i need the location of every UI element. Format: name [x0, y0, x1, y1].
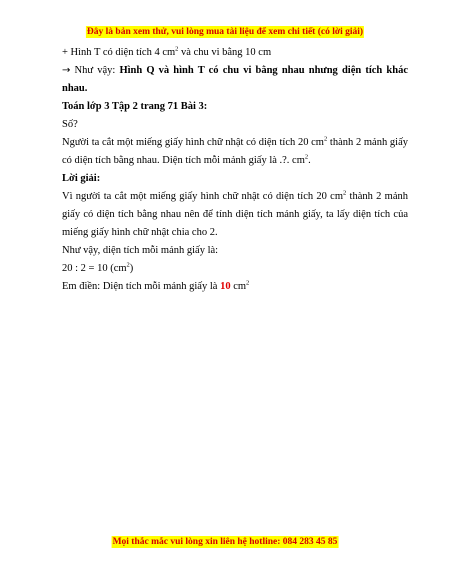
solution-text: Vì người ta cắt một miếng giấy hình chữ nhật có diện tích 20 $cm^2$ thành 2 mảnh giấy có diện tích bằng nhau nên để tính diện tích mảnh giấy, ta lấy diện tích của miếng giấy hình chữ nhật chia cho 2. [62, 189, 409, 238]
answer-line: Em điền: Diện tích mỗi mảnh giấy là 10 $cm^2$ [62, 279, 250, 292]
question-label: Số? [62, 119, 78, 130]
preview-notice-banner: Đây là bản xem thử, vui lòng mua tài liệu để xem chi tiết (có lời giải) [86, 27, 364, 37]
document-body [62, 44, 408, 296]
conclusion-paragraph: → Như vậy: Hình Q và hình T có chu vi bằng nhau nhưng diện tích khác nhau. [62, 65, 409, 94]
calculation: 20 : 2 = 10 $(cm^2)$ [62, 261, 134, 274]
answer-value: 10 [220, 281, 231, 292]
hotline-banner: Mọi thắc mắc vui lòng xin liên hệ hotline: 084 283 45 85 [112, 537, 338, 547]
arrow-icon: → [62, 65, 71, 76]
problem-title: Toán lớp 3 Tập 2 trang 71 Bài 3: [62, 101, 208, 112]
question-text: Người ta cắt một miếng giấy hình chữ nhật có diện tích 20 $cm^2$ thành 2 mảnh giấy có diện tích bằng nhau. Diện tích mỗi mảnh giấy là .?. $cm^2$. [62, 135, 408, 166]
hinh-t-line: + Hình T có diện tích 4 $cm^2$ và chu vi bằng 10 cm [62, 45, 272, 58]
solution-line: Như vậy, diện tích mỗi mảnh giấy là: [62, 245, 219, 256]
solution-label: Lời giải: [62, 173, 101, 184]
